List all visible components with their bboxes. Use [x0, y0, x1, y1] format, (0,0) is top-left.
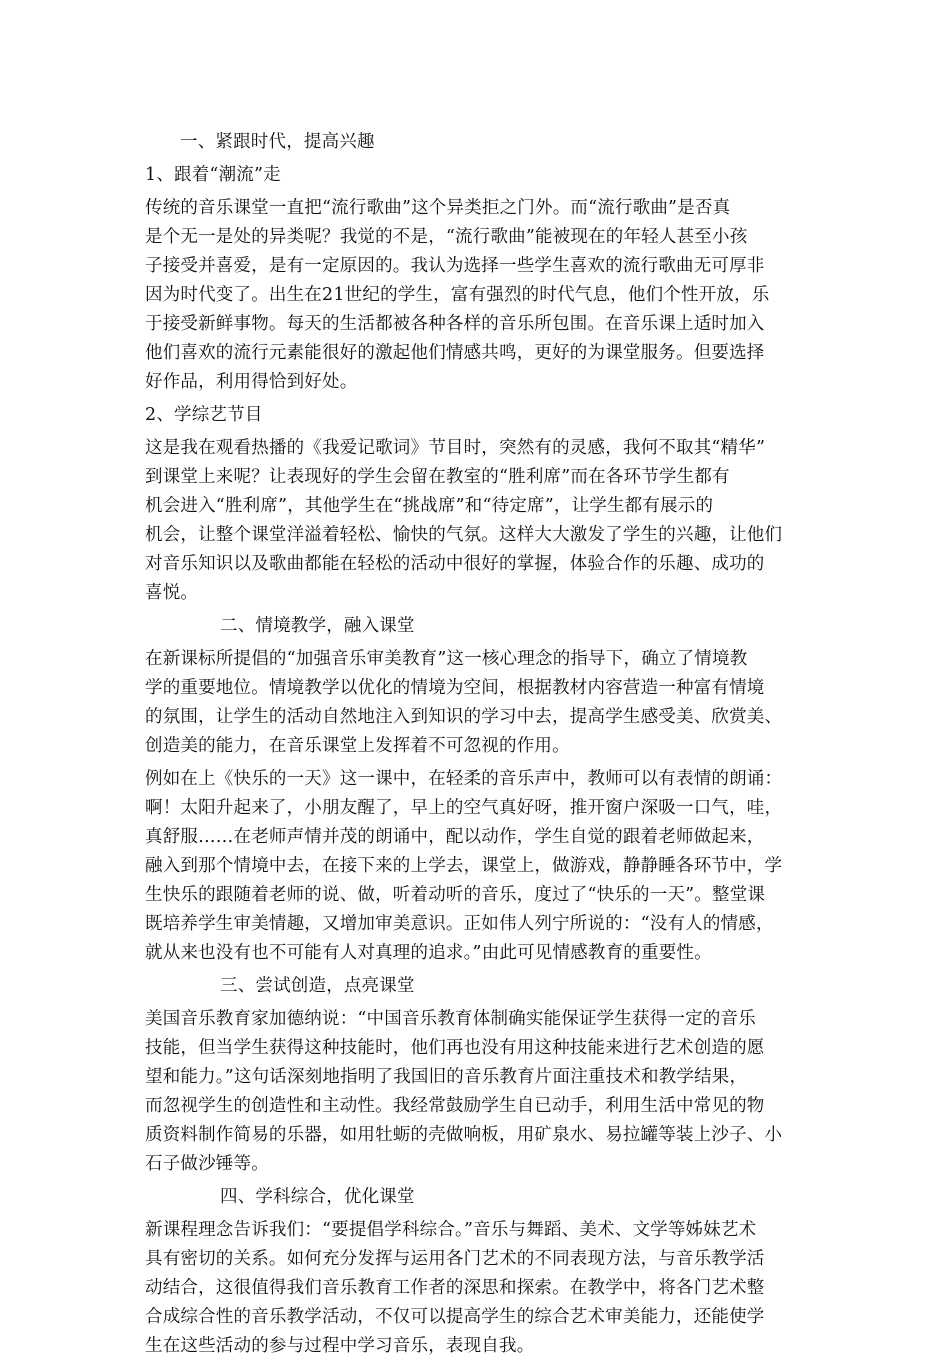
text-line: 喜悦。 — [145, 583, 199, 603]
subsection-title: 1、跟着“潮流”走 — [145, 165, 281, 185]
section-heading: 二、情境教学，融入课堂 — [220, 616, 415, 636]
text-line: 望和能力。”这句话深刻地指明了我国旧的音乐教育片面注重技术和教学结果， — [145, 1067, 748, 1087]
text-line: 石子做沙锤等。 — [145, 1154, 269, 1174]
paragraph — [145, 765, 810, 968]
text-line: 的氛围，让学生的活动自然地注入到知识的学习中去，提高学生感受美、欣赏美、 — [145, 707, 783, 727]
text-line: 具有密切的关系。如何充分发挥与运用各门艺术的不同表现方法，与音乐教学活 — [145, 1249, 765, 1269]
text-line: 是个无一是处的异类呢？我觉的不是，“流行歌曲”能被现在的年轻人甚至小孩 — [145, 227, 748, 247]
text-line: 机会进入“胜利席”，其他学生在“挑战席”和“待定席”，让学生都有展示的 — [145, 496, 714, 516]
paragraph — [145, 1005, 810, 1179]
document-page — [145, 128, 810, 1361]
section-heading: 三、尝试创造，点亮课堂 — [220, 976, 415, 996]
section-heading: 四、学科综合，优化课堂 — [220, 1187, 415, 1207]
text-line: 技能，但当学生获得这种技能时，他们再也没有用这种技能来进行艺术创造的愿 — [145, 1038, 765, 1058]
text-line: 啊！太阳升起来了，小朋友醒了，早上的空气真好呀，推开窗户深吸一口气，哇， — [145, 798, 783, 818]
text-line: 在新课标所提倡的“加强音乐审美教育”这一核心理念的指导下，确立了情境教 — [145, 649, 748, 669]
text-line: 学的重要地位。情境教学以优化的情境为空间，根据教材内容营造一种富有情境 — [145, 678, 765, 698]
text-line: 子接受并喜爱，是有一定原因的。我认为选择一些学生喜欢的流行歌曲无可厚非 — [145, 256, 765, 276]
text-line: 动结合，这很值得我们音乐教育工作者的深思和探索。在教学中，将各门艺术整 — [145, 1278, 765, 1298]
text-line: 新课程理念告诉我们：“要提倡学科综合。”音乐与舞蹈、美术、文学等姊妹艺术 — [145, 1220, 757, 1240]
text-line: 这是我在观看热播的《我爱记歌词》节目时，突然有的灵感，我何不取其“精华” — [145, 438, 766, 458]
text-line: 就从来也没有也不可能有人对真理的追求。”由此可见情感教育的重要性。 — [145, 943, 712, 963]
text-line: 融入到那个情境中去，在接下来的上学去，课堂上，做游戏，静静睡各环节中，学 — [145, 856, 783, 876]
text-line: 因为时代变了。出生在21世纪的学生，富有强烈的时代气息，他们个性开放，乐 — [145, 285, 770, 305]
text-line: 例如在上《快乐的一天》这一课中，在轻柔的音乐声中，教师可以有表情的朗诵： — [145, 769, 783, 789]
text-line: 生在这些活动的参与过程中学习音乐，表现自我。 — [145, 1336, 535, 1356]
text-line: 既培养学生审美情趣，又增加审美意识。正如伟人列宁所说的：“没有人的情感， — [145, 914, 774, 934]
text-line: 于接受新鲜事物。每天的生活都被各种各样的音乐所包围。在音乐课上适时加入 — [145, 314, 765, 334]
text-line: 生快乐的跟随着老师的说、做，听着动听的音乐，度过了“快乐的一天”。整堂课 — [145, 885, 766, 905]
text-line: 创造美的能力，在音乐课堂上发挥着不可忽视的作用。 — [145, 736, 570, 756]
text-line: 机会，让整个课堂洋溢着轻松、愉快的气氛。这样大大激发了学生的兴趣，让他们 — [145, 525, 783, 545]
text-line: 真舒服……在老师声情并茂的朗诵中，配以动作，学生自觉的跟着老师做起来， — [145, 827, 765, 847]
text-line: 合成综合性的音乐教学活动，不仅可以提高学生的综合艺术审美能力，还能使学 — [145, 1307, 765, 1327]
text-line: 到课堂上来呢？让表现好的学生会留在教室的“胜利席”而在各环节学生都有 — [145, 467, 730, 487]
paragraph — [145, 194, 810, 397]
text-line: 而忽视学生的创造性和主动性。我经常鼓励学生自已动手，利用生活中常见的物 — [145, 1096, 765, 1116]
paragraph — [145, 1216, 810, 1361]
text-line: 好作品，利用得恰到好处。 — [145, 372, 358, 392]
subsection-title: 2、学综艺节目 — [145, 405, 263, 425]
text-line: 对音乐知识以及歌曲都能在轻松的活动中很好的掌握，体验合作的乐趣、成功的 — [145, 554, 765, 574]
text-line: 传统的音乐课堂一直把“流行歌曲”这个异类拒之门外。而“流行歌曲”是否真 — [145, 198, 731, 218]
text-line: 质资料制作简易的乐器，如用牡蛎的壳做响板，用矿泉水、易拉罐等装上沙子、小 — [145, 1125, 783, 1145]
section-heading: 一、紧跟时代，提高兴趣 — [180, 132, 375, 152]
text-line: 美国音乐教育家加德纳说：“中国音乐教育体制确实能保证学生获得一定的音乐 — [145, 1009, 756, 1029]
text-line: 他们喜欢的流行元素能很好的激起他们情感共鸣，更好的为课堂服务。但要选择 — [145, 343, 765, 363]
paragraph — [145, 434, 810, 608]
paragraph — [145, 645, 810, 761]
